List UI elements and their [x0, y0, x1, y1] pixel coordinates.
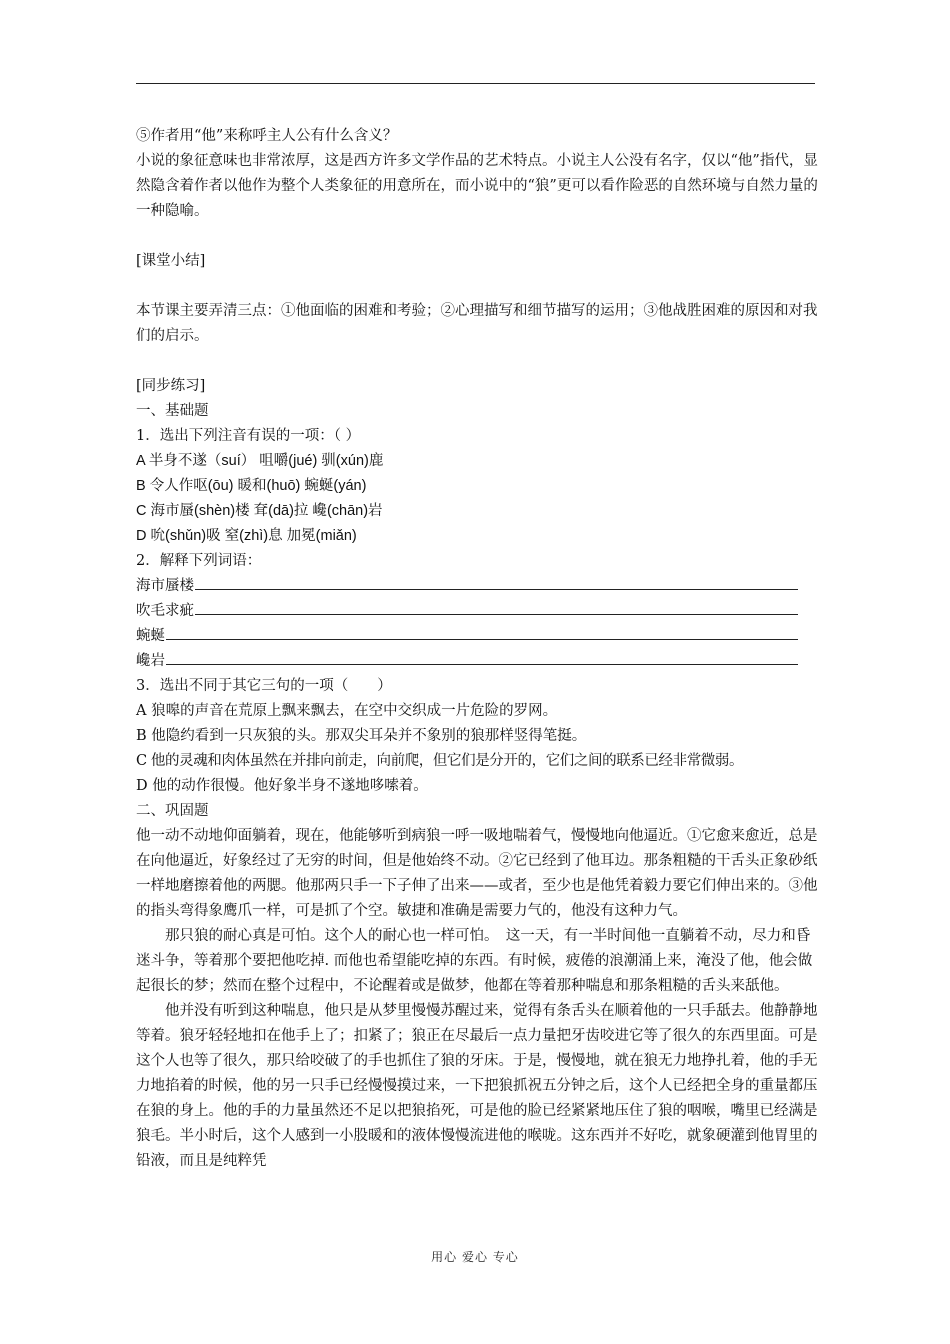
- q1-option-a: A 半身不遂（suí） 咀嚼(jué) 驯(xún)鹿: [136, 453, 384, 469]
- summary-text: 本节课主要弄清三点：①他面临的困难和考验；②心理描写和细节描写的运用；③他战胜困难的原因和对我们的启示。: [136, 303, 818, 344]
- passage-paragraph: 那只狼的耐心真是可怕。这个人的耐心也一样可怕。 这一天，有一半时间他一直躺着不动，尽力和昏迷斗争，等着那个要把他吃掉. 而他也希望能吃掉的东西。有时候，疲倦的浪潮涌上来，淹没了他，他会做起很长的梦；然而在整个过程中，不论醒着或是做梦，他都在等着那种喘息和那条粗糙的舌头来舐他。: [136, 928, 813, 994]
- q2-term: 吹毛求疵: [136, 603, 194, 619]
- q2-answer-row: [136, 624, 798, 649]
- q5-question: ⑤作者用“他”来称呼主人公有什么含义？: [136, 128, 398, 144]
- q2-answer-row: [136, 574, 798, 599]
- section-basic-heading: 一、基础题: [136, 403, 209, 419]
- q2-term: 巉岩: [136, 653, 165, 669]
- q3-option-b: B 他隐约看到一只灰狼的头。那双尖耳朵并不象别的狼那样竖得笔挺。: [136, 728, 587, 744]
- q2-answer-row: [136, 599, 798, 624]
- q1-option-d: D 吮(shǔn)吸 窒(zhì)息 加冕(miǎn): [136, 528, 357, 544]
- summary-heading: [课堂小结]: [136, 253, 206, 269]
- practice-heading: [同步练习]: [136, 378, 206, 394]
- q2-answer-line[interactable]: [166, 650, 798, 665]
- q2-stem: 2．解释下列词语：: [136, 553, 262, 569]
- q2-term: 蜿蜒: [136, 628, 165, 644]
- page-footer: 用心 爱心 专心: [431, 1250, 519, 1264]
- header-rule: [136, 83, 815, 84]
- passage-paragraph: 他并没有听到这种喘息，他只是从梦里慢慢苏醒过来，觉得有条舌头在顺着他的一只手舐去。他静静地等着。狼牙轻轻地扣在他手上了；扣紧了；狼正在尽最后一点力量把牙齿咬进它等了很久的东西里面。可是这个人也等了很久，那只给咬破了的手也抓住了狼的牙床。于是，慢慢地，就在狼无力地挣扎着，他的手无力地掐着的时候，他的另一只手已经慢慢摸过来，一下把狼抓祝五分钟之后，这个人已经把全身的重量都压在狼的身上。他的手的力量虽然还不足以把狼掐死，可是他的脸已经紧紧地压住了狼的咽喉，嘴里已经满是狼毛。半小时后，这个人感到一小股暖和的液体慢慢流进他的喉咙。这东西并不好吃，就象硬灌到他胃里的铅液，而且是纯粹凭: [136, 1003, 818, 1169]
- q2-answer-row: [136, 649, 798, 674]
- passage-paragraph: 他一动不动地仰面躺着，现在，他能够听到病狼一呼一吸地喘着气，慢慢地向他逼近。①它愈来愈近，总是在向他逼近，好象经过了无穷的时间，但是他始终不动。②它已经到了他耳边。那条粗糙的干舌头正象砂纸一样地磨擦着他的两腮。他那两只手一下子伸了出来——或者，至少也是他凭着毅力要它们伸出来的。③他的指头弯得象鹰爪一样，可是抓了个空。敏捷和准确是需要力气的，他没有这种力气。: [136, 828, 818, 919]
- q2-term: 海市蜃楼: [136, 578, 194, 594]
- q3-stem: 3．选出不同于其它三句的一项（ ）: [136, 678, 392, 694]
- q1-stem: 1．选出下列注音有误的一项：（ ）: [136, 428, 361, 444]
- q3-option-a: A 狼嗥的声音在荒原上飘来飘去，在空中交织成一片危险的罗网。: [136, 703, 558, 719]
- q2-answer-line[interactable]: [195, 575, 798, 590]
- document-body: [136, 124, 820, 1174]
- q3-option-c: C 他的灵魂和肉体虽然在并排向前走，向前爬，但它们是分开的，它们之间的联系已经非常微弱。: [136, 753, 744, 769]
- q2-answer-line[interactable]: [195, 600, 798, 615]
- q3-option-d: D 他的动作很慢。他好象半身不遂地哆嗦着。: [136, 778, 428, 794]
- q1-option-b: B 令人作呕(ōu) 暖和(huō) 蜿蜒(yán): [136, 478, 367, 494]
- q5-answer: 小说的象征意味也非常浓厚，这是西方许多文学作品的艺术特点。小说主人公没有名字，仅以“他”指代，显然隐含着作者以他作为整个人类象征的用意所在，而小说中的“狼”更可以看作险恶的自然环境与自然力量的一种隐喻。: [136, 153, 818, 219]
- section-consolidate-heading: 二、巩固题: [136, 803, 209, 819]
- q2-answer-line[interactable]: [166, 625, 798, 640]
- q1-option-c: C 海市蜃(shèn)楼 耷(dā)拉 巉(chān)岩: [136, 503, 383, 519]
